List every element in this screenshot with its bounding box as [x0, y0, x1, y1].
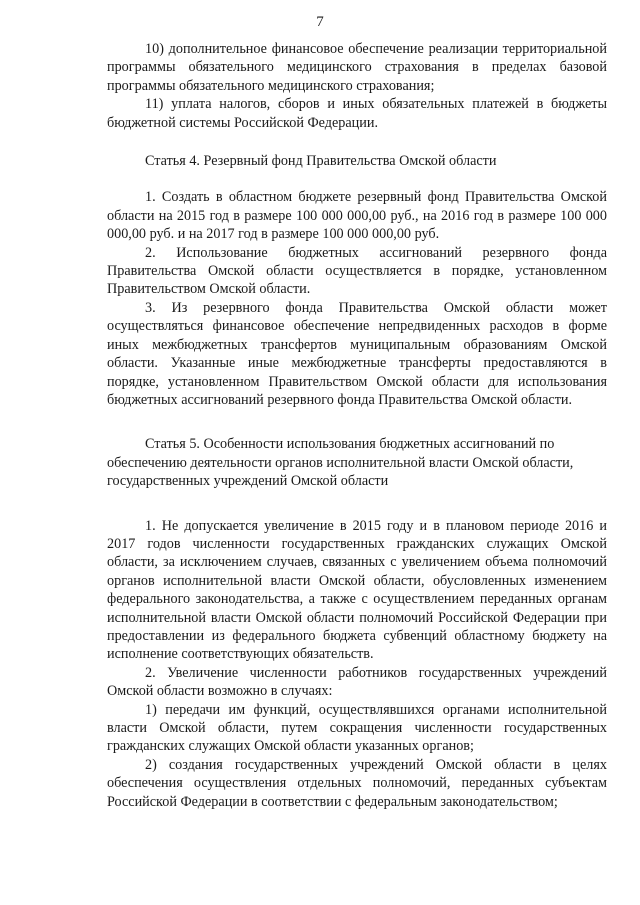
- article-5-subitem-2: 2) создания государственных учреждений Омской области в целях обеспечения осуществления отдельных полномочий, переданных субъектам Российской Федерации в соответствии с федеральным законодательством;: [107, 756, 607, 810]
- list-item-10: 10) дополнительное финансовое обеспечение реализации территориальной программы обязательного медицинского страхования в пределах базовой программы обязательного медицинского страхования;: [107, 41, 607, 94]
- article-4-paragraph-2: 2. Использование бюджетных ассигнований резервного фонда Правительства Омской области осуществляется в порядке, установленном Правительством Омской области.: [107, 244, 607, 298]
- article-4-heading: Статья 4. Резервный фонд Правительства Омской области: [145, 153, 497, 170]
- document-body: [107, 40, 607, 811]
- article-5-subitem-1: 1) передачи им функций, осуществлявшихся органами исполнительной власти Омской области, путем сокращения численности государственных гражданских служащих Омской области указанных органов;: [107, 701, 607, 755]
- article-4-paragraph-3: 3. Из резервного фонда Правительства Омской области может осуществляться финансовое обеспечение непредвиденных расходов в форме иных межбюджетных трансфертов муниципальным образованиям Омской области. Указанные иные межбюджетные трансферты предоставляются в порядке, установленном Правительством Омской области для использования бюджетных ассигнований резервного фонда Правительства Омской области.: [107, 299, 607, 408]
- page-number: 7: [316, 14, 324, 30]
- article-5-paragraph-1: 1. Не допускается увеличение в 2015 году и в плановом периоде 2016 и 2017 годов численности государственных гражданских служащих Омской области, за исключением случаев, связанных с увеличением объема полномочий органов исполнительной власти Омской области, обусловленных изменением федерального законодательства, а также с осуществлением переданных органам исполнительной власти Омской области полномочий Российской Федерации при предоставлении из федерального бюджета субвенций областному бюджету на исполнение соответствующих обязательств.: [107, 517, 607, 663]
- list-item-11: 11) уплата налогов, сборов и иных обязательных платежей в бюджеты бюджетной системы Российской Федерации.: [107, 96, 607, 131]
- article-5-paragraph-2: 2. Увеличение численности работников государственных учреждений Омской области возможно в случаях:: [107, 664, 607, 700]
- article-5-heading: Статья 5. Особенности использования бюджетных ассигнований по обеспечению деятельности органов исполнительной власти Омской области, государственных учреждений Омской области: [107, 436, 574, 490]
- article-4-paragraph-1: 1. Создать в областном бюджете резервный фонд Правительства Омской области на 2015 год в размере 100 000 000,00 руб., на 2016 год в размере 100 000 000,00 руб. и на 2017 год в размере 100 000 000,00 руб.: [107, 189, 607, 243]
